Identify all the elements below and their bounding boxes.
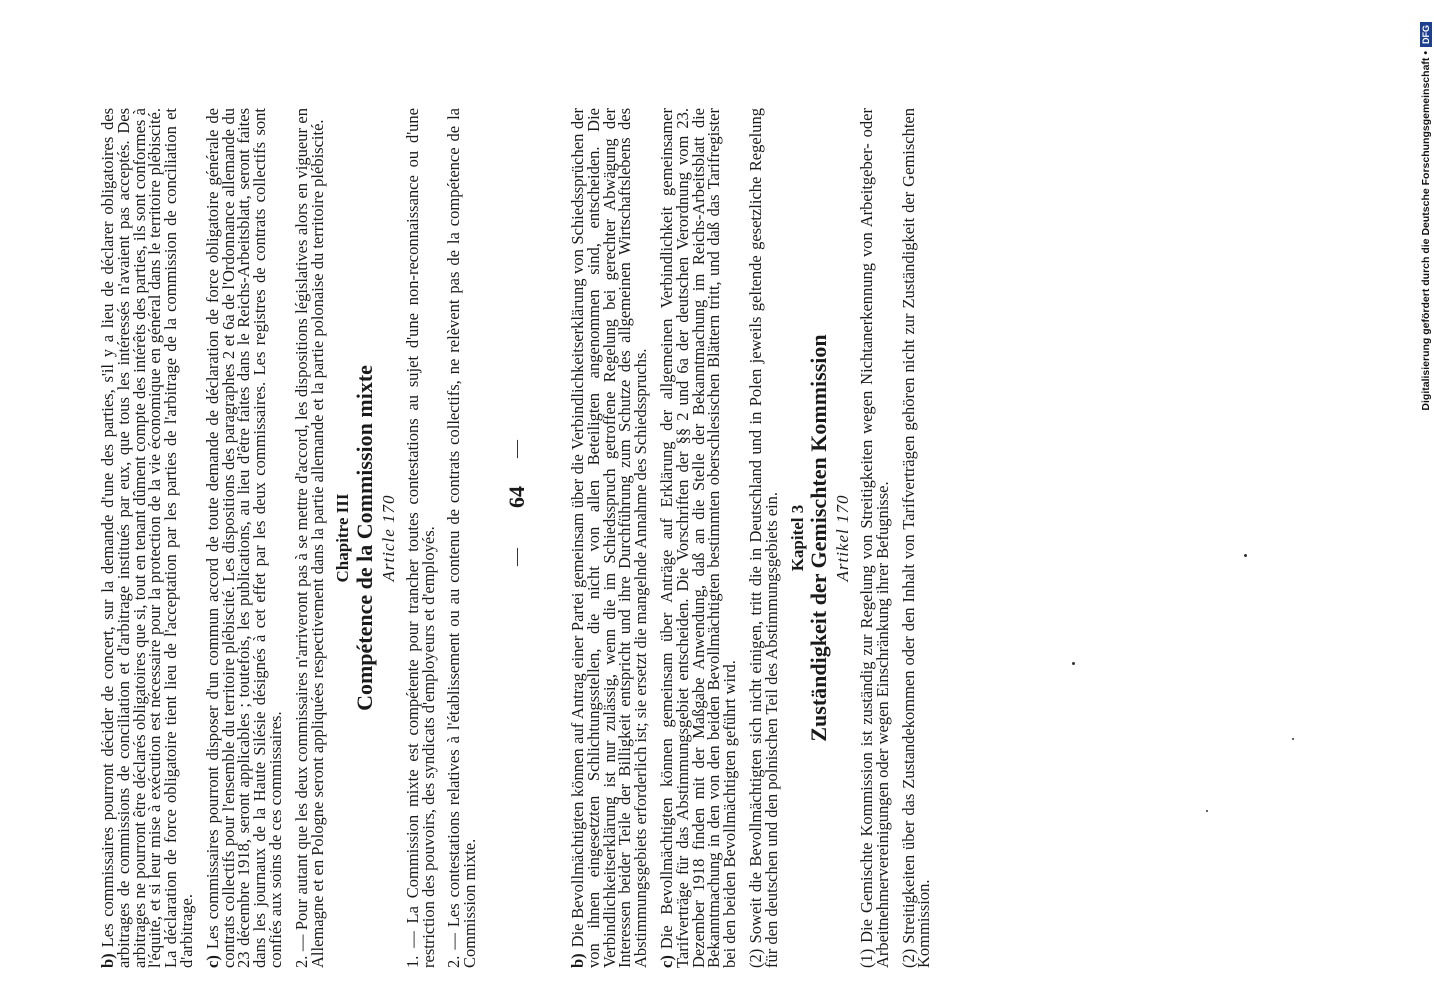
french-chapter-heading [335,108,396,968]
dfg-logo-icon: DFG [1420,22,1432,47]
german-para-c-text: Die Bevollmächtigten können gemeinsam über Anträge auf Erklärung der allgemeinen Verbindlichkeit gemeinsamer Tarifverträge für das Abstimmungsgebiet entscheiden. Die Vorschriften der §§ 2 und 6a der deutschen Verordnung vom 23. Dezember 1918 finden mit der Maßgabe Anwendung, daß an die Stelle der Bekanntmachung im Reichs-Arbeitsblatt die Bekanntmachung in den von den beiden Bevollmächtigten bestimmten oberschlesischen Blättern tritt, und daß das Tarifregister bei den beiden Bevollmächtigten geführt wird. [656,108,740,968]
french-text-column [100,108,488,968]
french-chapter-title: Compétence de la Commission mixte [352,365,378,711]
french-article-title: Article 170 [378,494,398,582]
french-paragraph-b [100,108,195,968]
french-article-para-1: 1. — La Commission mixte est compétente pour trancher toutes contestations au sujet d'une non-reconnaissance ou d'une restriction des pouvoirs, des syndicats d'employeurs et d'employés. [402,108,438,968]
german-section [570,98,1010,978]
german-article-title: Artikel 170 [833,494,853,582]
german-chapter-title: Zuständigkeit der Gemischten Kommission [806,334,832,742]
german-chapter-number: Kapitel 3 [787,504,807,572]
scan-speck [1206,810,1208,812]
german-article-para-2: (2) Streitigkeiten über das Zustandekommen oder den Inhalt von Tarifverträgen gehören nicht zur Zuständigkeit der Gemischten Kommission. [898,108,934,968]
german-chapter-heading [787,108,853,968]
digitization-credit [1418,22,1434,982]
french-para-b-tag: b) [98,953,117,968]
scan-speck [1292,738,1294,740]
french-section [100,98,540,978]
french-article-para-2: 2. — Les contestations relatives à l'établissement ou au contenu de contrats collectifs, ne relèvent pas de la compétence de la Commission mixte. [444,108,480,968]
document-page [100,98,1000,978]
french-paragraph-2: 2. — Pour autant que les deux commissaires n'arriveront pas à se mettre d'accord, les dispositions législatives alors en vigueur en Allemagne et en Pologne seront appliquées respectivement dans la partie allemande et la partie polonaise du territoire plébiscité. [291,108,327,968]
german-para-c-tag: c) [656,955,676,968]
german-paragraph-b [570,108,649,968]
german-text-column [570,108,942,968]
german-paragraph-2: (2) Soweit die Bevollmächtigten sich nicht einigen, tritt die in Deutschland und in Polen jeweils geltende gesetzliche Regelung für den deutschen und den polnischen Teil des Abstimmungsgebiets ein. [745,108,781,968]
french-para-b-text: Les commissaires pourront décider de concert, sur la demande d'une des parties, s'il y a lieu de déclarer obligatoires des arbitrages de commissions de conciliation et d'arbitrage institués par eux, que tous les intéressés n'avaient pas acceptés. Des arbitrages ne pourront être déclarés obligatoires que si, tout en tenant dûment compte des intérêts des parties, ils sont conformes à l'équité, et si leur mise à exécution est nécessaire pour la protection de la vie économique en général dans le territoire plébiscité. La déclaration de force obligatoire tient lieu de l'acceptation par les parties de l'arbitrage de la commission de conciliation et d'arbitrage. [98,108,196,968]
french-chapter-number: Chapitre III [333,493,353,583]
french-paragraph-c [202,108,285,968]
header-dash-left: — [506,548,526,566]
french-para-c-tag: c) [202,955,222,968]
german-article-para-1: (1) Die Gemischte Kommission ist zuständig zur Regelung von Streitigkeiten wegen Nichtanerkennung von Arbeitgeber- oder Arbeitnehmervereinigungen oder wegen Einschränkung ihrer Befugnisse. [856,108,892,968]
scan-speck [1244,554,1247,557]
german-para-b-text: Die Bevollmächtigten können auf Antrag einer Partei gemeinsam über die Verbindlichkeitserklärung von Schiedssprüchen der von ihnen eingesetzten Schlichtungsstellen, die nicht von allen Beteiligten angenommen sind, entscheiden. Die Verbindlichkeitserklärung ist nur zulässig, wenn die im Schiedsspruch getroffene Regelung bei gerechter Abwägung der Interessen beider Teile der Billigkeit entspricht und ihre Durchführung zum Schutze des allgemeinen Wirtschaftslebens des Abstimmungsgebiets erforderlich ist; sie ersetzt die mangelnde Annahme des Schiedsspruchs. [568,108,651,968]
french-para-c-text: Les commissaires pourront disposer d'un commun accord de toute demande de déclaration de force obligatoire générale de contrats collectifs pour l'ensemble du territoire plébiscité. Les dispositions des paragraphes 2 et 6a de l'Ordonnance allemande du 23 décembre 1918, seront applicables ; toutefois, les publications, au lieu d'être faites dans le Reichs-Arbeitsblatt, seront faites dans les journaux de la Haute Silésie désignés à cet effet par les deux commissaires. Les registres de contrats collectifs sont confiés aux soins de ces commissaires. [202,108,285,968]
page-number: 64 [504,486,529,508]
digitization-credit-text: Digitalisierung gefördert durch die Deutsche Forschungsgemeinschaft • [1420,51,1432,411]
scan-speck [1072,662,1075,665]
german-paragraph-c [656,108,740,968]
german-para-b-tag: b) [568,953,587,968]
header-dash-right: — [506,440,526,458]
